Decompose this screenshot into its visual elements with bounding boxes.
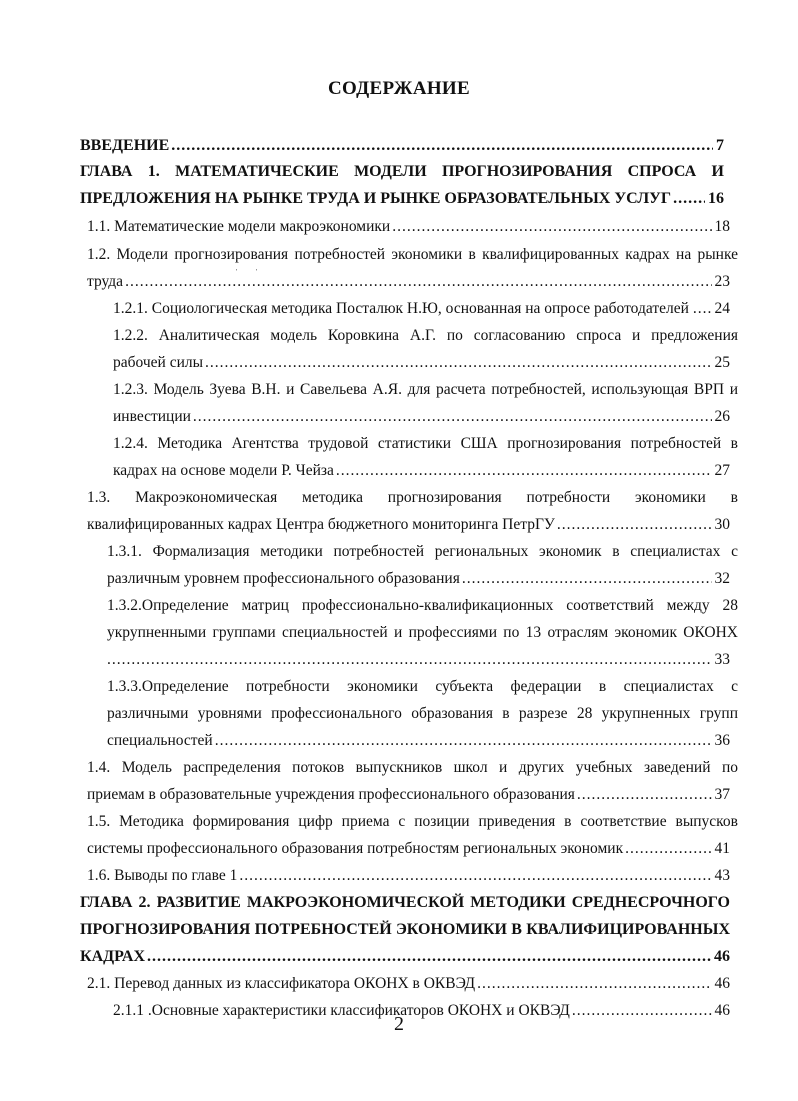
toc-leader-dots	[193, 407, 712, 427]
toc-page-number: 43	[714, 867, 730, 884]
toc-entry-1-2-4-line-2[interactable]	[113, 461, 730, 481]
toc-entry-1-5-line-1[interactable]	[87, 812, 738, 832]
toc-entry-label: ПРОГНОЗИРОВАНИЯ ПОТРЕБНОСТЕЙ ЭКОНОМИКИ В КВАЛИФИЦИРОВАННЫХ	[80, 921, 730, 938]
scan-speck: '	[236, 268, 238, 276]
toc-entry-label: 1.4. Модель распределения потоков выпускников школ и других учебных заведений по	[87, 759, 738, 776]
toc-entry-label: 2.1.1 .Основные характеристики классификаторов ОКОНХ и ОКВЭД	[113, 1002, 570, 1019]
page-title: СОДЕРЖАНИЕ	[328, 78, 470, 99]
toc-entry-1-1[interactable]	[87, 217, 730, 237]
toc-entry-label: 1.1. Математические модели макроэкономики	[87, 218, 391, 235]
toc-entry-1-4-line-1[interactable]	[87, 758, 738, 778]
toc-leader-dots	[462, 569, 712, 589]
toc-entry-label: 1.3. Макроэкономическая методика прогнозирования потребности экономики в	[87, 489, 738, 506]
toc-entry-label: ВВЕДЕНИЕ	[80, 137, 170, 154]
toc-page-number: 7	[716, 137, 724, 154]
toc-entry-label: кадрах на основе модели Р. Чейза	[113, 462, 334, 479]
toc-entry-label: рабочей силы	[113, 354, 204, 371]
toc-leader-dots	[125, 272, 711, 292]
toc-entry-1-3-3-line-3[interactable]	[107, 731, 730, 751]
toc-entry-chapter-2-line-3[interactable]	[80, 947, 730, 967]
toc-entry-label: ПРЕДЛОЖЕНИЯ НА РЫНКЕ ТРУДА И РЫНКЕ ОБРАЗОВАТЕЛЬНЫХ УСЛУГ	[80, 190, 672, 207]
toc-entry-1-2-line-2[interactable]	[87, 272, 730, 292]
toc-entry-1-3-2-line-1[interactable]	[107, 596, 738, 616]
toc-entry-1-2-3-line-2[interactable]	[113, 407, 730, 427]
toc-entry-1-3-3-line-1[interactable]	[107, 677, 738, 697]
toc-entry-introduction[interactable]	[80, 136, 724, 156]
toc-entry-1-3-2-line-3[interactable]	[107, 650, 730, 670]
toc-entry-1-3-line-1[interactable]	[87, 488, 738, 508]
toc-entry-chapter-2-line-2[interactable]	[80, 920, 730, 940]
toc-entry-1-6[interactable]	[87, 866, 730, 886]
toc-entry-1-3-2-line-2[interactable]	[107, 623, 738, 643]
toc-leader-dots	[215, 731, 712, 751]
toc-page-number: 32	[714, 570, 730, 587]
toc-entry-1-3-line-2[interactable]	[87, 515, 730, 535]
toc-page-number: 30	[714, 516, 730, 533]
toc-entry-label: 1.2.1. Социологическая методика Посталюк Н.Ю, основанная на опросе работодателей	[113, 300, 689, 317]
toc-page-number: 33	[714, 651, 730, 668]
toc-entry-1-2-2-line-2[interactable]	[113, 353, 730, 373]
toc-entry-1-5-line-2[interactable]	[87, 839, 730, 859]
scan-speck: '	[256, 268, 258, 276]
toc-entry-label: 1.2.4. Методика Агентства трудовой статистики США прогнозирования потребностей в	[113, 435, 738, 452]
toc-entry-chapter-2-line-1[interactable]	[80, 893, 730, 913]
toc-page-number: 18	[714, 218, 730, 235]
toc-entry-1-2-1[interactable]	[113, 299, 730, 319]
toc-leader-dots	[336, 461, 712, 481]
toc-page-number: 46	[714, 975, 730, 992]
toc-page-number: 26	[714, 408, 730, 425]
toc-entry-1-3-1-line-1[interactable]	[107, 542, 738, 562]
toc-entry-1-3-3-line-2[interactable]	[107, 704, 738, 724]
toc-entry-label: инвестиции	[113, 408, 191, 425]
toc-leader-dots	[693, 299, 711, 319]
toc-leader-dots	[171, 136, 713, 156]
toc-leader-dots	[107, 650, 712, 670]
toc-entry-label: 1.3.3.Определение потребности экономики субъекта федерации в специалистах с	[107, 678, 738, 695]
toc-entry-label: специальностей	[107, 732, 213, 749]
toc-entry-1-2-2-line-1[interactable]	[113, 326, 738, 346]
toc-entry-label: укрупненными группами специальностей и профессиями по 13 отраслям экономик ОКОНХ	[107, 624, 738, 641]
toc-entry-label: 1.2.2. Аналитическая модель Коровкина А.Г. по согласованию спроса и предложения	[113, 327, 738, 344]
toc-entry-label: 1.5. Методика формирования цифр приема с позиции приведения в соответствие выпусков	[87, 813, 738, 830]
toc-entry-label: ГЛАВА 1. МАТЕМАТИЧЕСКИЕ МОДЕЛИ ПРОГНОЗИРОВАНИЯ СПРОСА И	[80, 163, 724, 180]
page-number: 2	[394, 1013, 404, 1035]
toc-page-number: 23	[714, 273, 730, 290]
toc-page-number: 25	[714, 354, 730, 371]
toc-page-number: 46	[714, 1002, 730, 1019]
toc-leader-dots	[392, 217, 711, 237]
toc-entry-label: 1.3.2.Определение матриц профессионально-квалификационных соответствий между 28	[107, 597, 738, 614]
toc-entry-label: 1.2. Модели прогнозирования потребностей экономики в квалифицированных кадрах на рынке	[87, 246, 738, 263]
toc-entry-chapter-1-line-2[interactable]	[80, 189, 724, 209]
toc-entry-2-1[interactable]	[87, 974, 730, 994]
toc-leader-dots	[477, 974, 711, 994]
toc-entry-1-2-4-line-1[interactable]	[113, 434, 738, 454]
toc-entry-label: различными уровнями профессионального образования в разрезе 28 укрупненных групп	[107, 705, 738, 722]
toc-page-number: 27	[714, 462, 730, 479]
toc-leader-dots	[557, 515, 712, 535]
toc-leader-dots	[577, 785, 712, 805]
toc-leader-dots	[625, 839, 711, 859]
toc-entry-label: труда	[87, 273, 124, 290]
toc-entry-label: системы профессионального образования потребностям региональных экономик	[87, 840, 624, 857]
toc-entry-label: 1.3.1. Формализация методики потребностей региональных экономик в специалистах с	[107, 543, 738, 560]
toc-page-number: 24	[714, 300, 730, 317]
toc-entry-label: квалифицированных кадрах Центра бюджетного мониторинга ПетрГУ	[87, 516, 555, 533]
toc-entry-label: 1.6. Выводы по главе 1	[87, 867, 238, 884]
toc-leader-dots	[239, 866, 711, 886]
toc-leader-dots	[673, 189, 705, 209]
toc-entry-label: КАДРАХ	[80, 948, 145, 965]
toc-entry-1-4-line-2[interactable]	[87, 785, 730, 805]
toc-entry-1-2-line-1[interactable]	[87, 245, 738, 265]
toc-leader-dots	[205, 353, 711, 373]
toc-entry-label: 1.2.3. Модель Зуева В.Н. и Савельева А.Я. для расчета потребностей, использующая ВРП и	[113, 381, 738, 398]
toc-entry-1-2-3-line-1[interactable]	[113, 380, 738, 400]
toc-entry-label: приемам в образовательные учреждения профессионального образования	[87, 786, 575, 803]
toc-page-number: 16	[708, 190, 724, 207]
toc-page-number: 41	[714, 840, 730, 857]
toc-page-number: 46	[714, 948, 730, 965]
toc-page-number: 36	[714, 732, 730, 749]
toc-leader-dots	[147, 947, 711, 967]
toc-entry-label: различным уровнем профессионального образования	[107, 570, 460, 587]
toc-page-number: 37	[714, 786, 730, 803]
toc-entry-1-3-1-line-2[interactable]	[107, 569, 730, 589]
toc-entry-label: ГЛАВА 2. РАЗВИТИЕ МАКРОЭКОНОМИЧЕСКОЙ МЕТОДИКИ СРЕДНЕСРОЧНОГО	[80, 894, 730, 911]
toc-entry-label: 2.1. Перевод данных из классификатора ОКОНХ в ОКВЭД	[87, 975, 476, 992]
toc-entry-chapter-1-line-1[interactable]	[80, 162, 724, 182]
